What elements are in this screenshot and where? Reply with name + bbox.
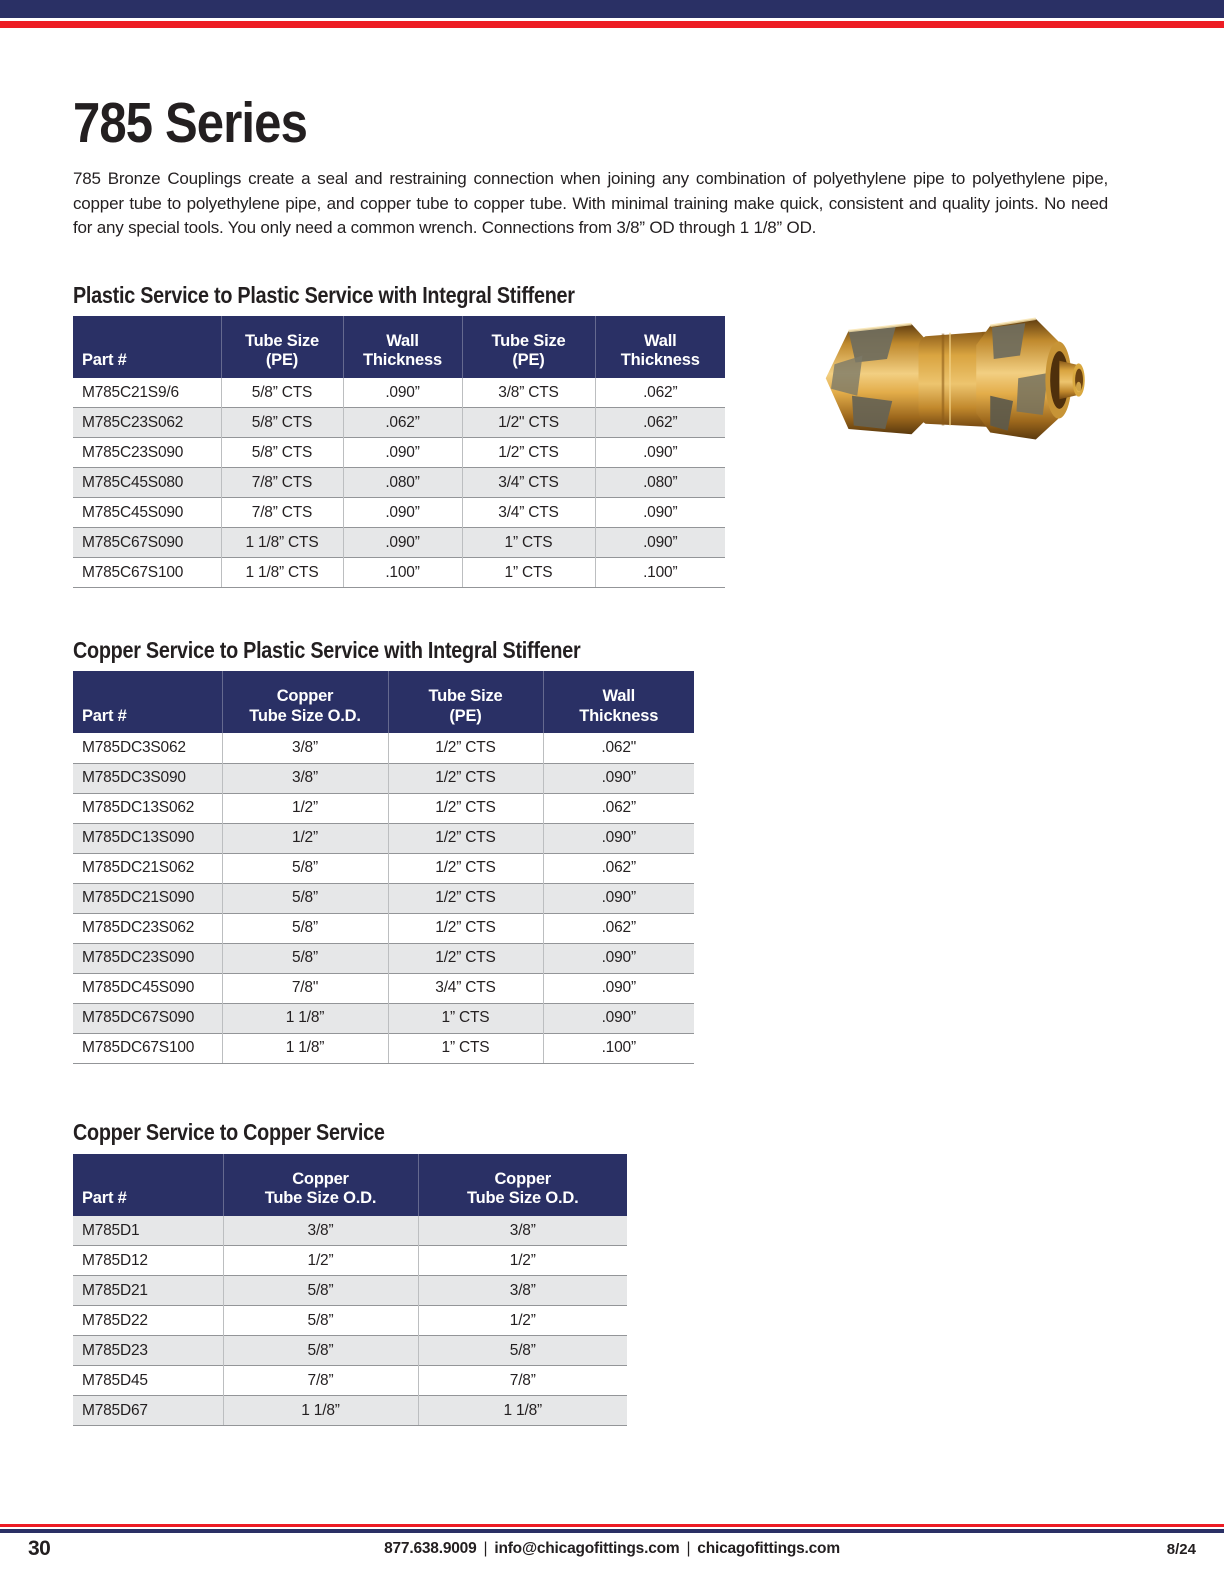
- table-row: [73, 498, 725, 528]
- table-cell: 1/2" CTS: [462, 408, 595, 438]
- section-copper-to-copper: [73, 1119, 1108, 1427]
- table-cell: .090”: [595, 528, 725, 558]
- table-cell: M785DC13S090: [73, 823, 222, 853]
- table-cell: 7/8” CTS: [221, 468, 343, 498]
- table-cell: 1/2”: [418, 1246, 627, 1276]
- table-cell: 1/2”: [418, 1306, 627, 1336]
- table-cell: 3/8”: [418, 1276, 627, 1306]
- bronze-coupling-illustration: [810, 290, 1090, 470]
- column-header: Tube Size (PE): [462, 316, 595, 378]
- header-row: [73, 316, 725, 378]
- table-cell: .080”: [595, 468, 725, 498]
- table-row: [73, 468, 725, 498]
- table-cell: 1/2” CTS: [388, 763, 543, 793]
- section-title-copper-to-copper: Copper Service to Copper Service: [73, 1118, 385, 1145]
- table-cell: .090”: [543, 763, 694, 793]
- header-row: [73, 671, 694, 733]
- table-row: [73, 1276, 627, 1306]
- table-cell: .090”: [595, 498, 725, 528]
- table-cell: 5/8”: [223, 1336, 418, 1366]
- page-footer: [0, 1537, 1224, 1561]
- table-cell: 7/8": [222, 973, 388, 1003]
- table-cell: 7/8”: [223, 1366, 418, 1396]
- table-cell: 1” CTS: [462, 528, 595, 558]
- table-cell: M785D1: [73, 1216, 223, 1246]
- table-cell: 3/8”: [418, 1216, 627, 1246]
- table-cell: .062”: [543, 793, 694, 823]
- page-content: [73, 0, 1108, 1426]
- table-cell: .062”: [543, 913, 694, 943]
- table-row: [73, 1336, 627, 1366]
- table-cell: 3/4” CTS: [462, 468, 595, 498]
- table-cell: 1” CTS: [388, 1033, 543, 1063]
- table-row: [73, 823, 694, 853]
- table-row: [73, 1246, 627, 1276]
- table-cell: 1/2” CTS: [388, 943, 543, 973]
- table-row: [73, 1306, 627, 1336]
- table-cell: M785C45S080: [73, 468, 221, 498]
- table-cell: 3/8”: [222, 733, 388, 763]
- footer-website: chicagofittings.com: [697, 1540, 840, 1557]
- table-cell: .090”: [543, 1003, 694, 1033]
- copper-to-plastic-table: [73, 671, 694, 1064]
- table-cell: 5/8”: [222, 853, 388, 883]
- table-cell: .090”: [543, 943, 694, 973]
- footer-contact-line: [384, 1540, 840, 1558]
- intro-paragraph: 785 Bronze Couplings create a seal and restraining connection when joining any combination of polyethylene pipe to polyethylene pipe, copper tube to polyethylene pipe, and copper tube to copper tube. With minimal training make quick, consistent and quality joints. No need for any special tools. You only need a common wrench. Connections from 3/8” OD through 1 1/8” OD.: [73, 169, 1108, 238]
- page-number: 30: [28, 1537, 51, 1560]
- table-cell: .080”: [343, 468, 462, 498]
- footer-email: info@chicagofittings.com: [494, 1540, 680, 1557]
- column-header: Wall Thickness: [343, 316, 462, 378]
- table-cell: 5/8”: [223, 1306, 418, 1336]
- table-cell: 5/8” CTS: [221, 408, 343, 438]
- table-cell: 7/8” CTS: [221, 498, 343, 528]
- table-cell: M785C23S090: [73, 438, 221, 468]
- table-cell: M785DC21S062: [73, 853, 222, 883]
- table-cell: 1/2” CTS: [388, 883, 543, 913]
- table-cell: 1/2”: [222, 793, 388, 823]
- page-title: 785 Series: [73, 91, 307, 155]
- table-cell: .090”: [343, 438, 462, 468]
- table-cell: M785D21: [73, 1276, 223, 1306]
- table-cell: 1/2” CTS: [388, 733, 543, 763]
- table-cell: 5/8”: [222, 913, 388, 943]
- table-row: [73, 1396, 627, 1426]
- table-cell: 7/8”: [418, 1366, 627, 1396]
- table-cell: M785DC45S090: [73, 973, 222, 1003]
- table-cell: 5/8”: [223, 1276, 418, 1306]
- table-cell: M785D22: [73, 1306, 223, 1336]
- column-header: Part #: [73, 671, 222, 733]
- table-row: [73, 913, 694, 943]
- table-cell: .100”: [543, 1033, 694, 1063]
- table-cell: 3/4” CTS: [462, 498, 595, 528]
- footer-navy-rule: [0, 1529, 1224, 1533]
- table-cell: .090”: [543, 973, 694, 1003]
- table-row: [73, 528, 725, 558]
- table-row: [73, 558, 725, 588]
- table-cell: 1/2” CTS: [388, 793, 543, 823]
- table-cell: M785D67: [73, 1396, 223, 1426]
- column-header: Tube Size (PE): [388, 671, 543, 733]
- table-row: [73, 763, 694, 793]
- section-title-plastic-to-plastic: Plastic Service to Plastic Service with Integral Stiffener: [73, 281, 575, 308]
- table-cell: M785DC23S090: [73, 943, 222, 973]
- table-cell: 1 1/8”: [222, 1033, 388, 1063]
- table-cell: 1/2”: [222, 823, 388, 853]
- table-cell: M785DC67S100: [73, 1033, 222, 1063]
- table-cell: .100”: [595, 558, 725, 588]
- table-cell: .090”: [343, 528, 462, 558]
- table-cell: 3/4” CTS: [388, 973, 543, 1003]
- table-cell: 1 1/8”: [223, 1396, 418, 1426]
- table-cell: M785DC21S090: [73, 883, 222, 913]
- footer-date: 8/24: [1166, 1541, 1196, 1558]
- table-row: [73, 733, 694, 763]
- table-cell: M785DC3S090: [73, 763, 222, 793]
- table-cell: .062”: [543, 853, 694, 883]
- table-cell: .090”: [543, 883, 694, 913]
- table-cell: M785C21S9/6: [82, 383, 179, 401]
- section-copper-to-plastic: [73, 637, 1108, 1064]
- table-cell: M785C45S090: [73, 498, 221, 528]
- table-cell: M785C23S062: [73, 408, 221, 438]
- table-cell: 3/8” CTS: [462, 378, 595, 408]
- table-row: [73, 853, 694, 883]
- section-title-copper-to-plastic: Copper Service to Plastic Service with Integral Stiffener: [73, 637, 581, 664]
- table-cell: .090”: [543, 823, 694, 853]
- table-cell: .062”: [595, 408, 725, 438]
- table-row: [73, 408, 725, 438]
- table-cell: 3/8”: [222, 763, 388, 793]
- table-cell: 5/8”: [222, 883, 388, 913]
- product-photo-bronze-coupling: [810, 290, 1090, 470]
- table-cell: M785C67S090: [73, 528, 221, 558]
- table-cell: 5/8” CTS: [221, 438, 343, 468]
- table-cell: 1/2” CTS: [388, 823, 543, 853]
- table-row: [73, 793, 694, 823]
- table-cell: .090”: [595, 438, 725, 468]
- table-row: [73, 438, 725, 468]
- table-row: [73, 883, 694, 913]
- table-cell: 1 1/8” CTS: [221, 528, 343, 558]
- table-cell: 1/2” CTS: [388, 853, 543, 883]
- column-header: Part #: [73, 1154, 223, 1216]
- table-cell: 1/2” CTS: [388, 913, 543, 943]
- table-cell: M785C67S100: [73, 558, 221, 588]
- table-cell: M785DC67S090: [73, 1003, 222, 1033]
- table-cell: 5/8”: [222, 943, 388, 973]
- column-header: Copper Tube Size O.D.: [223, 1154, 418, 1216]
- table-cell: M785DC23S062: [73, 913, 222, 943]
- table-cell: 1/2” CTS: [462, 438, 595, 468]
- table-cell: M785D45: [73, 1366, 223, 1396]
- copper-to-copper-table: [73, 1154, 627, 1427]
- table-cell: M785DC3S062: [82, 739, 186, 757]
- footer-red-rule: [0, 1524, 1224, 1527]
- table-cell: M785D23: [73, 1336, 223, 1366]
- table-row: [73, 1033, 694, 1063]
- table-cell: .090”: [343, 378, 462, 408]
- table-cell: .090”: [343, 498, 462, 528]
- table-cell: 5/8”: [418, 1336, 627, 1366]
- table-cell: 1 1/8”: [222, 1003, 388, 1033]
- footer-separator: |: [686, 1540, 691, 1557]
- column-header: Tube Size (PE): [221, 316, 343, 378]
- table-cell: .062": [543, 733, 694, 763]
- table-cell: 1 1/8” CTS: [221, 558, 343, 588]
- table-cell: M785DC13S062: [73, 793, 222, 823]
- table-cell: 1” CTS: [388, 1003, 543, 1033]
- column-header: Copper Tube Size O.D.: [418, 1154, 627, 1216]
- table-cell: .062”: [343, 408, 462, 438]
- table-row: [73, 1003, 694, 1033]
- table-cell: 1/2”: [223, 1246, 418, 1276]
- table-cell: M785D12: [73, 1246, 223, 1276]
- table-row: [73, 973, 694, 1003]
- table-cell: 1” CTS: [462, 558, 595, 588]
- plastic-to-plastic-table: [73, 316, 725, 589]
- footer-separator: |: [483, 1540, 488, 1557]
- column-header: Wall Thickness: [595, 316, 725, 378]
- column-header: Part #: [73, 316, 221, 378]
- table-cell: 5/8” CTS: [221, 378, 343, 408]
- table-row: [73, 943, 694, 973]
- table-row: [73, 1216, 627, 1246]
- table-cell: 1 1/8”: [418, 1396, 627, 1426]
- column-header: Wall Thickness: [543, 671, 694, 733]
- header-row: [73, 1154, 627, 1216]
- table-cell: .062”: [595, 378, 725, 408]
- table-row: [73, 1366, 627, 1396]
- column-header: Copper Tube Size O.D.: [222, 671, 388, 733]
- table-cell: 3/8”: [223, 1216, 418, 1246]
- table-row: [73, 378, 725, 408]
- footer-phone: 877.638.9009: [384, 1540, 477, 1557]
- table-cell: .100”: [343, 558, 462, 588]
